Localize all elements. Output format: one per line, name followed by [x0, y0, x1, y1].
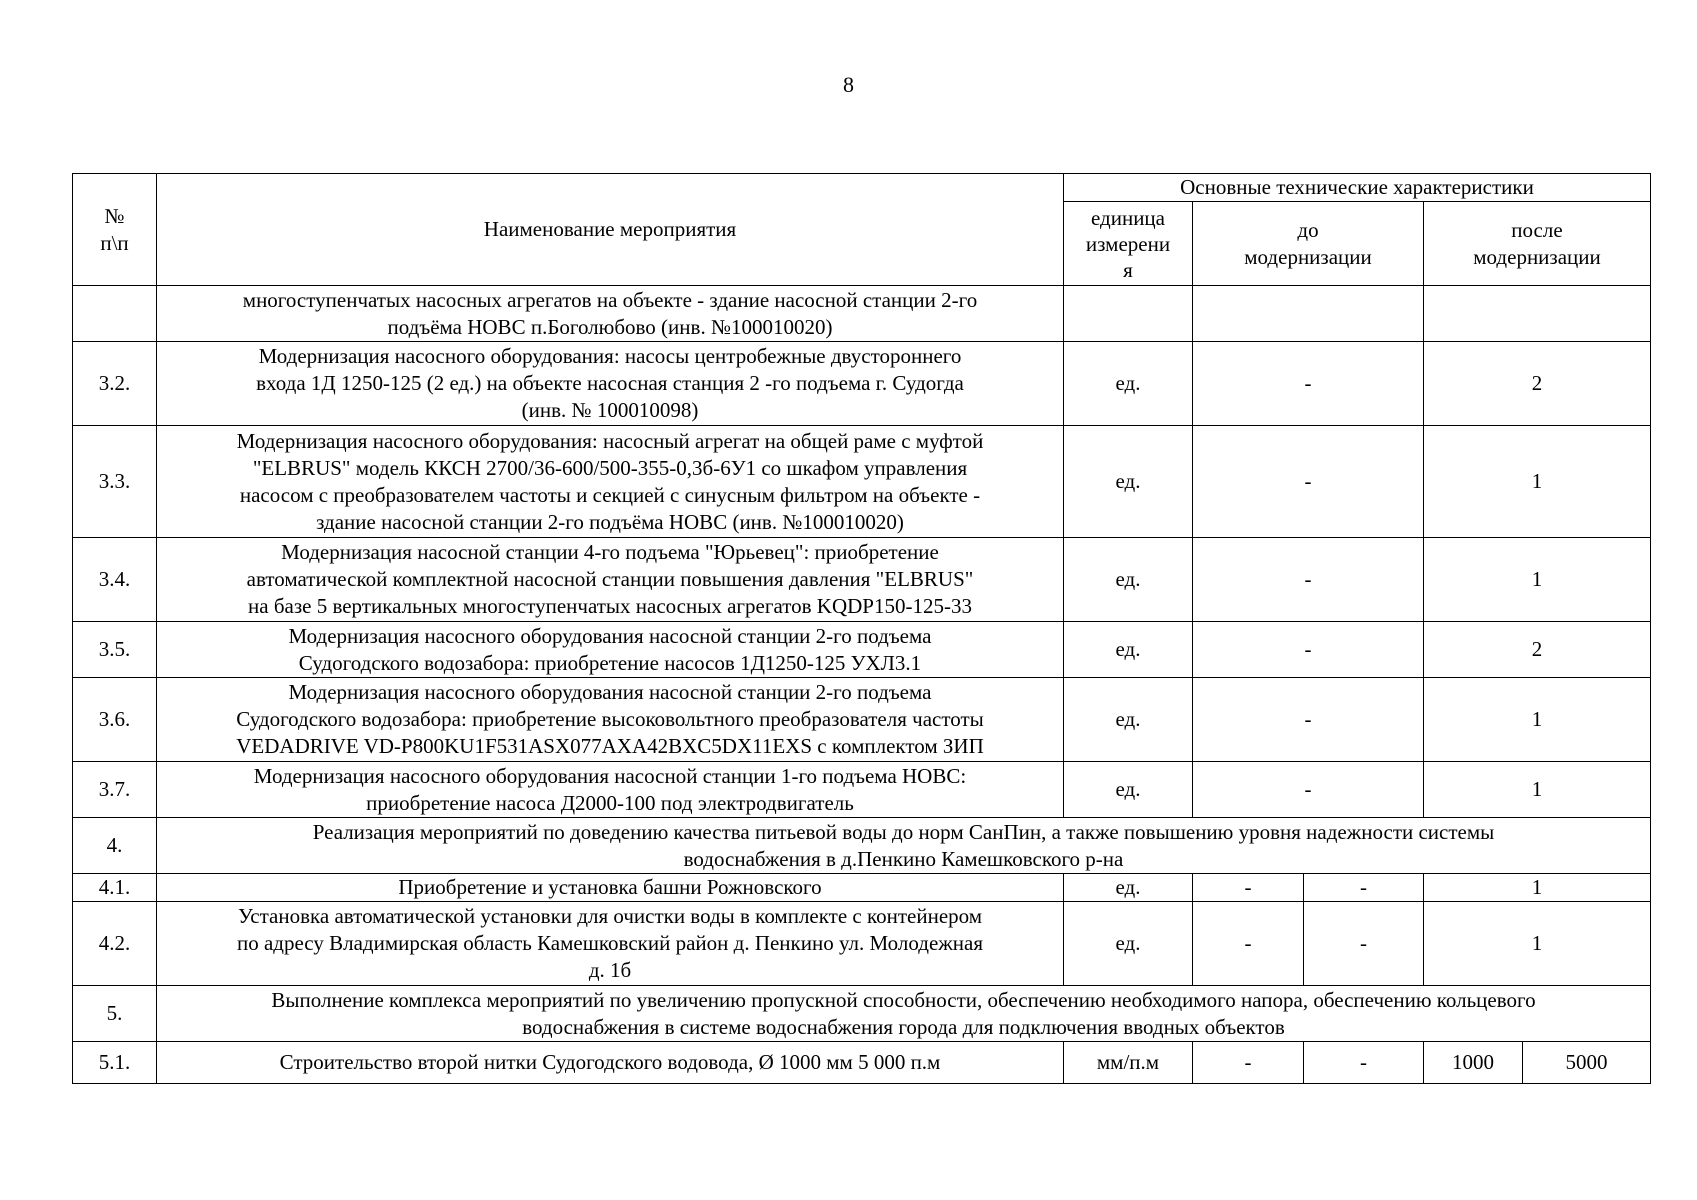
header-before: до модернизации [1193, 202, 1424, 286]
row-name: Модернизация насосного оборудования насосной станции 2-го подъема Судогодского водозабора: приобретение высоковольтного преобразователя частоты VEDADRIVE VD-P800KU1F531ASX077AXA42BXC5DX11EXS с комплектом ЗИП [157, 678, 1064, 762]
table-row [73, 762, 1651, 818]
table-row [73, 538, 1651, 622]
row-unit: ед. [1064, 426, 1193, 538]
row-num: 3.6. [73, 678, 157, 762]
measures-table [72, 173, 1651, 1084]
row-unit: ед. [1064, 902, 1193, 986]
row-before [1193, 286, 1424, 342]
section-title: Выполнение комплекса мероприятий по увеличению пропускной способности, обеспечению необходимого напора, обеспечению кольцевого водоснабжения в системе водоснабжения города для подключения вводных объектов [157, 986, 1651, 1042]
table-row [73, 286, 1651, 342]
row-name: Модернизация насосного оборудования насосной станции 2-го подъема Судогодского водозабора: приобретение насосов 1Д1250-125 УХЛ3.1 [157, 622, 1064, 678]
row-after: 2 [1424, 342, 1651, 426]
row-after-b: 5000 [1523, 1042, 1651, 1084]
row-unit: ед. [1064, 874, 1193, 902]
header-num: № п\п [73, 174, 157, 286]
row-unit: мм/п.м [1064, 1042, 1193, 1084]
row-before-b: - [1304, 1042, 1424, 1084]
row-after: 1 [1424, 538, 1651, 622]
row-num: 3.2. [73, 342, 157, 426]
row-before: - [1193, 426, 1424, 538]
row-unit [1064, 286, 1193, 342]
header-unit: единица измерени я [1064, 202, 1193, 286]
row-num: 4.1. [73, 874, 157, 902]
header-name: Наименование мероприятия [157, 174, 1064, 286]
section-row [73, 818, 1651, 874]
row-name: Модернизация насосного оборудования: насосный агрегат на общей раме с муфтой "ELBRUS" модель ККСН 2700/36-600/500-355-0,3б-6У1 со шкафом управления насосом с преобразователем частоты и секцией с синусным фильтром на объекте - здание насосной станции 2-го подъёма НОВС (инв. №100010020) [157, 426, 1064, 538]
row-before-b: - [1304, 902, 1424, 986]
row-num: 3.4. [73, 538, 157, 622]
row-before: - [1193, 678, 1424, 762]
row-after-a: 1000 [1424, 1042, 1523, 1084]
row-name: Модернизация насосного оборудования: насосы центробежные двустороннего входа 1Д 1250-125 (2 ед.) на объекте насосная станция 2 -го подъема г. Судогда (инв. № 100010098) [157, 342, 1064, 426]
row-before-a: - [1193, 902, 1304, 986]
section-num: 4. [73, 818, 157, 874]
table-row [73, 426, 1651, 538]
table-row [73, 1042, 1651, 1084]
row-name: Модернизация насосного оборудования насосной станции 1-го подъема НОВС: приобретение насоса Д2000-100 под электродвигатель [157, 762, 1064, 818]
section-title: Реализация мероприятий по доведению качества питьевой воды до норм СанПин, а также повышению уровня надежности системы водоснабжения в д.Пенкино Камешковского р-на [157, 818, 1651, 874]
row-unit: ед. [1064, 622, 1193, 678]
row-name: Приобретение и установка башни Рожновского [157, 874, 1064, 902]
row-before: - [1193, 342, 1424, 426]
row-name: Модернизация насосной станции 4-го подъема "Юрьевец": приобретение автоматической комплектной насосной станции повышения давления "ELBRUS" на базе 5 вертикальных многоступенчатых насосных агрегатов KQDP150-125-33 [157, 538, 1064, 622]
table-row [73, 874, 1651, 902]
row-before-a: - [1193, 874, 1304, 902]
row-unit: ед. [1064, 538, 1193, 622]
row-before: - [1193, 622, 1424, 678]
row-after: 1 [1424, 762, 1651, 818]
row-after: 1 [1424, 874, 1651, 902]
row-name: многоступенчатых насосных агрегатов на объекте - здание насосной станции 2-го подъёма НОВС п.Боголюбово (инв. №100010020) [157, 286, 1064, 342]
table-row [73, 902, 1651, 986]
row-after: 1 [1424, 426, 1651, 538]
row-unit: ед. [1064, 678, 1193, 762]
table-row [73, 678, 1651, 762]
row-before: - [1193, 538, 1424, 622]
header-row-1 [73, 174, 1651, 202]
row-num: 3.7. [73, 762, 157, 818]
row-num: 3.3. [73, 426, 157, 538]
row-unit: ед. [1064, 342, 1193, 426]
row-after: 1 [1424, 902, 1651, 986]
row-after [1424, 286, 1651, 342]
section-row [73, 986, 1651, 1042]
row-before-b: - [1304, 874, 1424, 902]
row-num: 4.2. [73, 902, 157, 986]
page-number: 8 [843, 72, 854, 97]
row-name: Строительство второй нитки Судогодского водовода, Ø 1000 мм 5 000 п.м [157, 1042, 1064, 1084]
row-unit: ед. [1064, 762, 1193, 818]
row-after: 2 [1424, 622, 1651, 678]
row-after: 1 [1424, 678, 1651, 762]
table-row [73, 622, 1651, 678]
row-before: - [1193, 762, 1424, 818]
row-num: 5.1. [73, 1042, 157, 1084]
row-before-a: - [1193, 1042, 1304, 1084]
row-num [73, 286, 157, 342]
row-name: Установка автоматической установки для очистки воды в комплекте с контейнером по адресу Владимирская область Камешковский район д. Пенкино ул. Молодежная д. 1б [157, 902, 1064, 986]
header-tech-group: Основные технические характеристики [1064, 174, 1651, 202]
row-num: 3.5. [73, 622, 157, 678]
table-row [73, 342, 1651, 426]
section-num: 5. [73, 986, 157, 1042]
header-after: после модернизации [1424, 202, 1651, 286]
